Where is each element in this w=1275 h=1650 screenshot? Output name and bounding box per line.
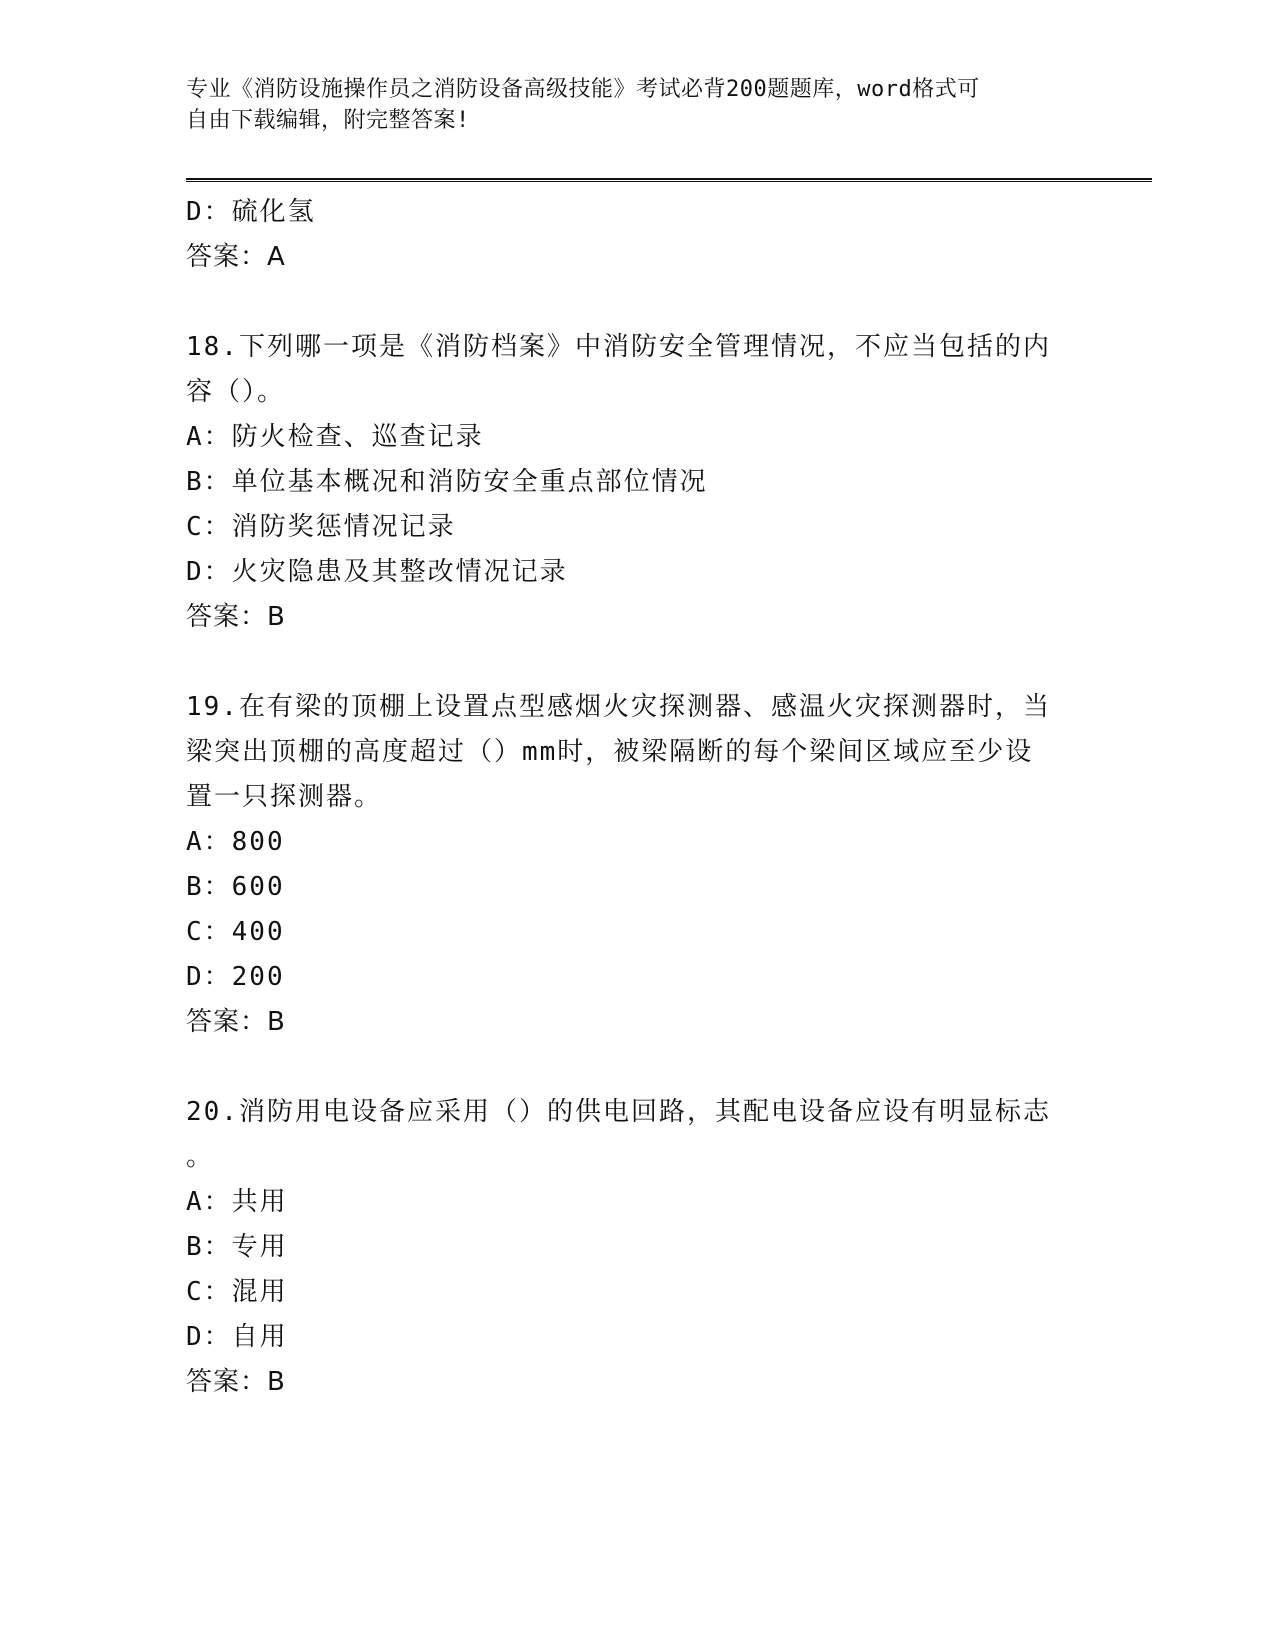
answer-line: 答案：B — [186, 1367, 286, 1397]
option-a: A：防火检查、巡查记录 — [186, 422, 484, 452]
question-stem-line: 梁突出顶棚的高度超过（）mm时，被梁隔断的每个梁间区域应至少设 — [186, 737, 1034, 767]
header-line-2: 自由下载编辑，附完整答案! — [186, 108, 470, 133]
option-b: B：600 — [186, 872, 285, 902]
option-d: D：200 — [186, 962, 285, 992]
question-stem-line: 18.下列哪一项是《消防档案》中消防安全管理情况，不应当包括的内 — [186, 332, 1051, 362]
option-a: A：800 — [186, 827, 285, 857]
page-header — [186, 74, 1066, 136]
option-d: D：硫化氢 — [186, 197, 316, 227]
option-d: D：火灾隐患及其整改情况记录 — [186, 557, 568, 587]
header-divider — [186, 178, 1152, 182]
question-list — [186, 190, 1086, 1405]
spacer — [186, 1045, 1086, 1090]
answer-line: 答案：B — [186, 1007, 286, 1037]
header-line-1: 专业《消防设施操作员之消防设备高级技能》考试必背200题题库，word格式可 — [186, 77, 980, 102]
option-b: B：专用 — [186, 1232, 288, 1262]
question-stem-line: 19.在有梁的顶棚上设置点型感烟火灾探测器、感温火灾探测器时，当 — [186, 692, 1051, 722]
answer-line: 答案：B — [186, 602, 286, 632]
question-18 — [186, 325, 1086, 640]
question-stem-line: 。 — [186, 1142, 215, 1172]
option-a: A：共用 — [186, 1187, 288, 1217]
option-c: C：400 — [186, 917, 285, 947]
question-20 — [186, 1090, 1086, 1405]
option-b: B：单位基本概况和消防安全重点部位情况 — [186, 467, 708, 497]
question-stem-line: 容（）。 — [186, 377, 286, 407]
question-stem-line: 20.消防用电设备应采用（）的供电回路，其配电设备应设有明显标志 — [186, 1097, 1051, 1127]
previous-question-tail — [186, 190, 1086, 280]
question-stem-line: 置一只探测器。 — [186, 782, 383, 812]
option-d: D：自用 — [186, 1322, 288, 1352]
option-c: C：混用 — [186, 1277, 288, 1307]
spacer — [186, 280, 1086, 325]
question-19 — [186, 685, 1086, 1045]
spacer — [186, 640, 1086, 685]
option-c: C：消防奖惩情况记录 — [186, 512, 456, 542]
answer-line: 答案：A — [186, 242, 286, 272]
